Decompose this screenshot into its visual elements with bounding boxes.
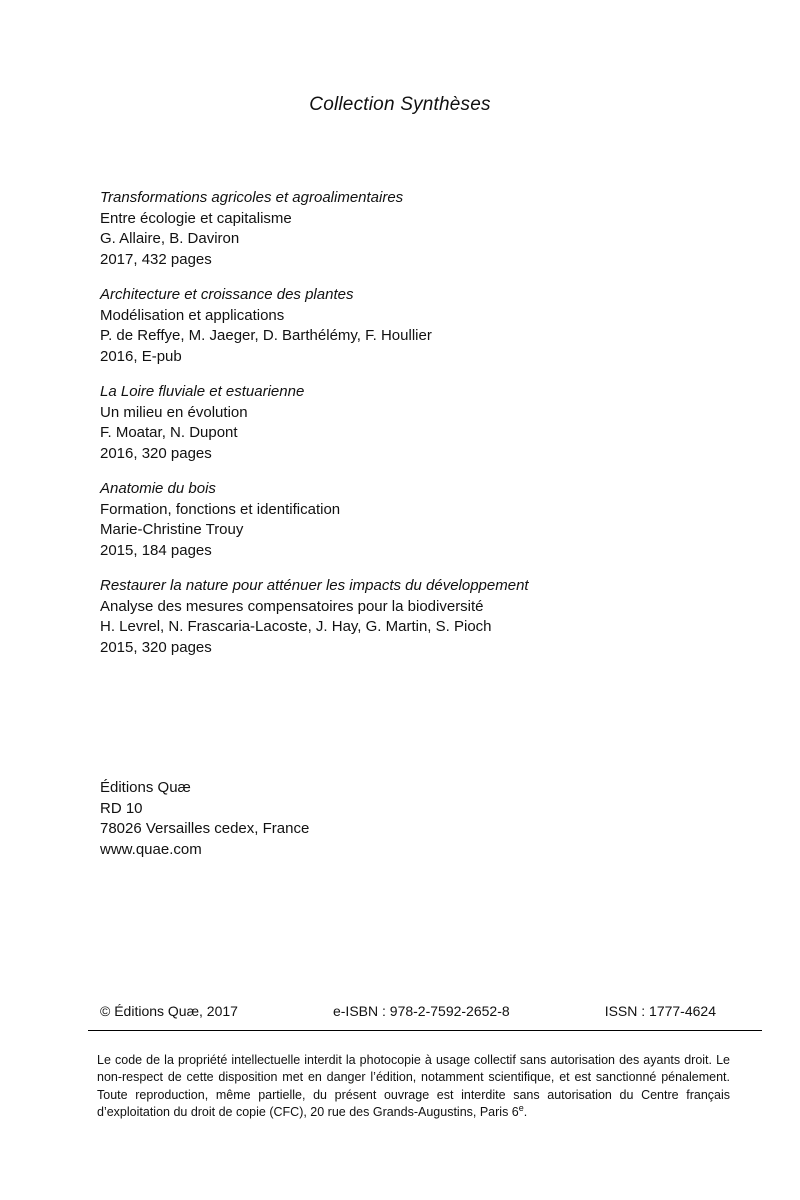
copyright-notice: © Éditions Quæ, 2017 (100, 1003, 238, 1019)
book-list (100, 188, 660, 673)
book-subtitle: Modélisation et applications (100, 306, 285, 324)
book-subtitle: Entre écologie et capitalisme (100, 209, 292, 227)
imprint-row (100, 1003, 716, 1019)
legal-text: Le code de la propriété intellectuelle interdit la photocopie à usage collectif sans autorisation des ayants droit. Le non-respect de cette disposition met en danger l’édition, notamment scientifique, et est sanctionné pénalement. Toute reproduction, même partielle, du présent ouvrage est interdite sans autorisation du Centre français d’exploitation du droit de copie (CFC), 20 rue des Grands-Augustins, Paris 6 (97, 1052, 730, 1119)
book-entry (100, 285, 660, 367)
book-authors: G. Allaire, B. Daviron (100, 230, 240, 247)
book-subtitle: Formation, fonctions et identification (100, 500, 341, 518)
book-entry (100, 479, 660, 561)
publisher-block (100, 778, 309, 860)
book-edition: 2016, E-pub (100, 347, 182, 365)
eisbn: e-ISBN : 978-2-7592-2652-8 (332, 1003, 510, 1019)
book-entry (100, 382, 660, 464)
publisher-name: Éditions Quæ (100, 779, 191, 796)
book-edition: 2015, 320 pages (100, 638, 212, 656)
legal-suffix: . (523, 1105, 528, 1119)
book-edition: 2017, 432 pages (100, 250, 212, 268)
legal-superscript: e (518, 1102, 524, 1113)
book-edition: 2015, 184 pages (100, 541, 212, 559)
legal-notice (97, 1052, 730, 1122)
book-entry (100, 576, 660, 658)
book-title: La Loire fluviale et estuarienne (100, 383, 305, 400)
book-authors: Marie-Christine Trouy (100, 521, 244, 538)
publisher-address-line1: RD 10 (100, 799, 143, 817)
publisher-website: www.quae.com (100, 840, 202, 858)
book-subtitle: Un milieu en évolution (100, 403, 248, 421)
collection-title: Collection Synthèses (309, 94, 491, 115)
book-title: Architecture et croissance des plantes (100, 286, 354, 303)
book-title: Restaurer la nature pour atténuer les impacts du développement (100, 577, 529, 594)
book-edition: 2016, 320 pages (100, 444, 212, 462)
book-authors: P. de Reffye, M. Jaeger, D. Barthélémy, F. Houllier (100, 327, 432, 344)
book-authors: H. Levrel, N. Frascaria-Lacoste, J. Hay, G. Martin, S. Pioch (100, 618, 492, 635)
book-authors: F. Moatar, N. Dupont (100, 424, 238, 441)
book-entry (100, 188, 660, 270)
book-title: Transformations agricoles et agroalimentaires (100, 189, 404, 206)
divider-rule (88, 1030, 762, 1031)
publisher-address-line2: 78026 Versailles cedex, France (100, 820, 310, 837)
issn: ISSN : 1777-4624 (604, 1003, 716, 1019)
book-subtitle: Analyse des mesures compensatoires pour la biodiversité (100, 597, 484, 615)
book-title: Anatomie du bois (100, 480, 216, 497)
